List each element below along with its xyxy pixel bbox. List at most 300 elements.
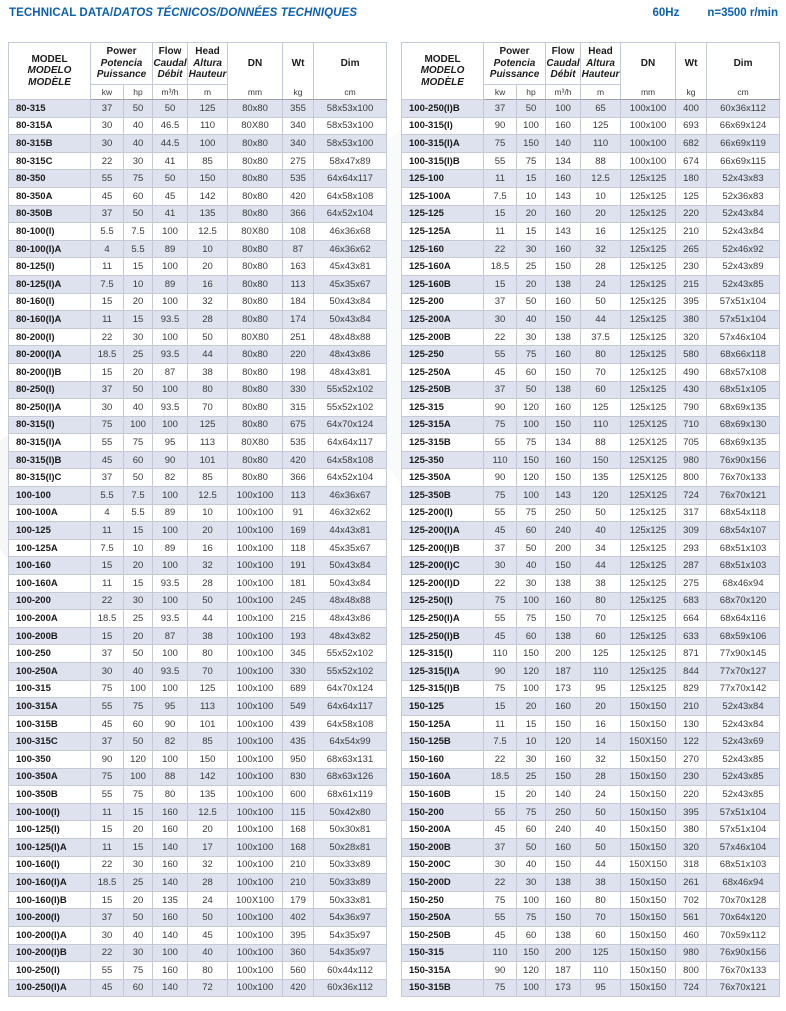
table-row xyxy=(9,240,387,258)
dim-cell: 46x36x68 xyxy=(314,223,387,241)
wt-cell: 549 xyxy=(283,698,314,716)
wt-cell: 340 xyxy=(283,135,314,153)
head-cell: 60 xyxy=(581,926,621,944)
head-cell: 125 xyxy=(581,399,621,417)
dn-cell: 80x80 xyxy=(228,469,283,487)
wt-cell: 215 xyxy=(676,275,707,293)
hp-cell: 40 xyxy=(124,663,153,681)
head-cell: 44 xyxy=(188,610,228,628)
hp-cell: 10 xyxy=(124,275,153,293)
hp-cell: 30 xyxy=(517,874,546,892)
dim-cell: 50x43x84 xyxy=(314,557,387,575)
model-cell: 125-315 xyxy=(402,399,484,417)
flow-cell: 80 xyxy=(153,786,188,804)
kw-cell: 11 xyxy=(91,803,124,821)
table-row xyxy=(402,451,780,469)
dn-cell: 100x100 xyxy=(228,821,283,839)
wt-cell: 871 xyxy=(676,645,707,663)
wt-cell: 113 xyxy=(283,487,314,505)
model-cell: 80-160(I) xyxy=(9,293,91,311)
kw-cell: 30 xyxy=(484,856,517,874)
dn-cell: 80x80 xyxy=(228,363,283,381)
wt-cell: 261 xyxy=(676,874,707,892)
hp-cell: 25 xyxy=(517,258,546,276)
head-cell: 125 xyxy=(581,645,621,663)
flow-cell: 160 xyxy=(546,592,581,610)
model-cell: 125-250A xyxy=(402,363,484,381)
dn-cell: 80x80 xyxy=(228,275,283,293)
kw-cell: 30 xyxy=(91,135,124,153)
model-column-header: MODEL MODELO MODÈLE xyxy=(402,43,484,100)
dn-cell: 100x100 xyxy=(228,522,283,540)
dn-cell: 125X125 xyxy=(621,487,676,505)
dn-cell: 100x100 xyxy=(228,944,283,962)
model-cell: 100-100A xyxy=(9,504,91,522)
head-cell: 44 xyxy=(581,856,621,874)
kw-cell: 90 xyxy=(484,399,517,417)
wt-cell: 800 xyxy=(676,962,707,980)
head-cell: 12.5 xyxy=(188,487,228,505)
flow-cell: 50 xyxy=(153,170,188,188)
wt-cell: 230 xyxy=(676,768,707,786)
wt-cell: 168 xyxy=(283,838,314,856)
dim-cell: 68x57x108 xyxy=(707,363,780,381)
hp-cell: 30 xyxy=(124,944,153,962)
kw-cell: 75 xyxy=(484,979,517,997)
hp-cell: 60 xyxy=(517,522,546,540)
wt-cell: 230 xyxy=(676,258,707,276)
head-cell: 28 xyxy=(581,768,621,786)
head-cell: 150 xyxy=(188,750,228,768)
flow-cell: 240 xyxy=(546,522,581,540)
model-cell: 150-125B xyxy=(402,733,484,751)
dim-cell: 45x35x67 xyxy=(314,275,387,293)
dim-cell: 55x52x102 xyxy=(314,663,387,681)
table-row xyxy=(9,363,387,381)
wt-cell: 683 xyxy=(676,592,707,610)
hp-cell: 10 xyxy=(517,733,546,751)
table-row xyxy=(9,803,387,821)
dim-cell: 58x53x100 xyxy=(314,135,387,153)
model-cell: 80-200(I) xyxy=(9,328,91,346)
dn-cell: 125x125 xyxy=(621,522,676,540)
head-cell: 80 xyxy=(188,962,228,980)
dn-cell: 100x100 xyxy=(228,803,283,821)
model-cell: 125-315(I)A xyxy=(402,663,484,681)
flow-cell: 140 xyxy=(153,874,188,892)
hp-cell: 50 xyxy=(517,100,546,118)
hp-cell: 120 xyxy=(517,399,546,417)
model-cell: 150-200B xyxy=(402,838,484,856)
head-cell: 70 xyxy=(581,610,621,628)
tables-area xyxy=(8,42,780,997)
dn-cell: 125x125 xyxy=(621,170,676,188)
model-cell: 125-200(I)A xyxy=(402,522,484,540)
flow-cell: 87 xyxy=(153,363,188,381)
dn-cell: 125X125 xyxy=(621,469,676,487)
head-cell: 40 xyxy=(581,821,621,839)
head-cell: 95 xyxy=(581,680,621,698)
model-cell: 80-200(I)B xyxy=(9,363,91,381)
flow-cell: 41 xyxy=(153,152,188,170)
wt-cell: 420 xyxy=(283,979,314,997)
dn-cell: 100x100 xyxy=(228,715,283,733)
kw-cell: 75 xyxy=(484,680,517,698)
flow-cell: 100 xyxy=(153,223,188,241)
operating-specs xyxy=(653,7,779,19)
kw-cell: 45 xyxy=(484,363,517,381)
dim-cell: 50x42x80 xyxy=(314,803,387,821)
head-cell: 142 xyxy=(188,768,228,786)
flow-cell: 200 xyxy=(546,944,581,962)
dim-cell: 68x51x103 xyxy=(707,557,780,575)
wt-cell: 115 xyxy=(283,803,314,821)
unit-wt: kg xyxy=(283,85,314,100)
flow-cell: 87 xyxy=(153,627,188,645)
page-title-translations: DATOS TÉCNICOS/DONNÉES TECHNIQUES xyxy=(113,7,358,19)
model-cell: 125-250 xyxy=(402,346,484,364)
kw-cell: 55 xyxy=(484,152,517,170)
model-cell: 80-315(I)A xyxy=(9,434,91,452)
hp-cell: 75 xyxy=(124,786,153,804)
dim-cell: 66x69x119 xyxy=(707,135,780,153)
wt-cell: 315 xyxy=(283,399,314,417)
head-cell: 85 xyxy=(188,152,228,170)
head-cell: 24 xyxy=(581,786,621,804)
table-row xyxy=(402,821,780,839)
head-cell: 135 xyxy=(188,786,228,804)
head-cell: 20 xyxy=(188,258,228,276)
dn-cell: 100x100 xyxy=(228,539,283,557)
dn-cell: 80x80 xyxy=(228,258,283,276)
dim-cell: 60x44x112 xyxy=(314,962,387,980)
table-row xyxy=(9,962,387,980)
flow-cell: 44.5 xyxy=(153,135,188,153)
model-cell: 150-250B xyxy=(402,926,484,944)
model-cell: 80-315(I)C xyxy=(9,469,91,487)
flow-cell: 134 xyxy=(546,152,581,170)
model-cell: 150-315B xyxy=(402,979,484,997)
kw-cell: 45 xyxy=(484,627,517,645)
power-column-header: Power Potencia Puissance xyxy=(484,43,546,85)
table-row xyxy=(9,750,387,768)
kw-cell: 7.5 xyxy=(91,539,124,557)
table-row xyxy=(9,592,387,610)
dim-cell: 64x64x117 xyxy=(314,698,387,716)
head-cell: 14 xyxy=(581,733,621,751)
flow-cell: 134 xyxy=(546,434,581,452)
flow-cell: 89 xyxy=(153,240,188,258)
table-row xyxy=(9,610,387,628)
table-row xyxy=(9,275,387,293)
dim-cell: 68x63x126 xyxy=(314,768,387,786)
dim-cell: 68x51x105 xyxy=(707,381,780,399)
flow-cell: 140 xyxy=(153,926,188,944)
dim-cell: 70x59x112 xyxy=(707,926,780,944)
flow-cell: 200 xyxy=(546,645,581,663)
model-cell: 100-100 xyxy=(9,487,91,505)
head-cell: 10 xyxy=(188,504,228,522)
model-cell: 80-100(I) xyxy=(9,223,91,241)
dn-cell: 150x150 xyxy=(621,962,676,980)
table-body xyxy=(402,100,780,997)
kw-cell: 45 xyxy=(91,715,124,733)
model-cell: 125-200(I)B xyxy=(402,539,484,557)
model-cell: 125-100 xyxy=(402,170,484,188)
head-cell: 80 xyxy=(188,645,228,663)
head-cell: 50 xyxy=(581,803,621,821)
dim-cell: 58x47x89 xyxy=(314,152,387,170)
hp-cell: 50 xyxy=(124,733,153,751)
model-cell: 150-250 xyxy=(402,891,484,909)
head-cell: 150 xyxy=(188,170,228,188)
model-cell: 100-250(I) xyxy=(9,962,91,980)
wt-cell: 844 xyxy=(676,663,707,681)
dim-cell: 54x35x97 xyxy=(314,926,387,944)
wt-cell: 664 xyxy=(676,610,707,628)
table-row xyxy=(402,680,780,698)
hp-cell: 60 xyxy=(517,627,546,645)
dn-cell: 150x150 xyxy=(621,874,676,892)
dn-column-header: DN xyxy=(228,43,283,85)
model-cell: 150-125 xyxy=(402,698,484,716)
dn-cell: 150X150 xyxy=(621,733,676,751)
dim-cell: 52x43x84 xyxy=(707,205,780,223)
hp-cell: 40 xyxy=(124,117,153,135)
model-cell: 80-350 xyxy=(9,170,91,188)
model-cell: 80-315A xyxy=(9,117,91,135)
table-row xyxy=(402,575,780,593)
table-row xyxy=(9,874,387,892)
model-cell: 125-160B xyxy=(402,275,484,293)
dn-cell: 100x100 xyxy=(228,786,283,804)
model-cell: 100-250(I)A xyxy=(9,979,91,997)
dim-cell: 68x69x130 xyxy=(707,416,780,434)
kw-cell: 11 xyxy=(91,575,124,593)
dn-cell: 80x80 xyxy=(228,293,283,311)
flow-cell: 150 xyxy=(546,715,581,733)
head-cell: 50 xyxy=(188,592,228,610)
dn-cell: 80x80 xyxy=(228,240,283,258)
hp-cell: 75 xyxy=(124,698,153,716)
table-row xyxy=(9,663,387,681)
dn-cell: 100x100 xyxy=(228,768,283,786)
head-cell: 44 xyxy=(188,346,228,364)
kw-cell: 15 xyxy=(91,821,124,839)
dn-cell: 125x125 xyxy=(621,592,676,610)
flow-cell: 160 xyxy=(546,451,581,469)
flow-cell: 100 xyxy=(153,258,188,276)
hp-cell: 60 xyxy=(124,979,153,997)
model-cell: 150-125A xyxy=(402,715,484,733)
hp-cell: 40 xyxy=(517,557,546,575)
flow-cell: 89 xyxy=(153,539,188,557)
dim-cell: 50x30x81 xyxy=(314,821,387,839)
wt-cell: 275 xyxy=(283,152,314,170)
dn-cell: 80x80 xyxy=(228,170,283,188)
flow-cell: 150 xyxy=(546,768,581,786)
head-cell: 28 xyxy=(581,258,621,276)
model-cell: 125-350 xyxy=(402,451,484,469)
dn-cell: 150x150 xyxy=(621,786,676,804)
hp-cell: 150 xyxy=(517,135,546,153)
hp-cell: 20 xyxy=(124,293,153,311)
hp-cell: 150 xyxy=(517,645,546,663)
head-cell: 120 xyxy=(581,487,621,505)
table-row xyxy=(402,311,780,329)
dim-cell: 52x43x85 xyxy=(707,275,780,293)
wt-cell: 705 xyxy=(676,434,707,452)
model-cell: 80-315C xyxy=(9,152,91,170)
dim-cell: 48x43x86 xyxy=(314,610,387,628)
kw-cell: 4 xyxy=(91,504,124,522)
wt-cell: 395 xyxy=(676,293,707,311)
flow-cell: 93.5 xyxy=(153,311,188,329)
hp-cell: 50 xyxy=(124,381,153,399)
head-cell: 20 xyxy=(188,821,228,839)
dn-cell: 150x150 xyxy=(621,979,676,997)
dim-cell: 77x70x127 xyxy=(707,663,780,681)
hp-cell: 75 xyxy=(517,909,546,927)
hp-cell: 10 xyxy=(124,539,153,557)
wt-cell: 113 xyxy=(283,275,314,293)
flow-cell: 100 xyxy=(153,328,188,346)
model-cell: 100-250 xyxy=(9,645,91,663)
kw-cell: 55 xyxy=(91,170,124,188)
dim-cell: 48x43x81 xyxy=(314,363,387,381)
model-cell: 80-315(I)B xyxy=(9,451,91,469)
wt-cell: 460 xyxy=(676,926,707,944)
dn-cell: 150x150 xyxy=(621,838,676,856)
kw-cell: 7.5 xyxy=(484,187,517,205)
kw-cell: 55 xyxy=(484,346,517,364)
dn-cell: 125x125 xyxy=(621,663,676,681)
model-cell: 100-200(I) xyxy=(9,909,91,927)
table-header xyxy=(402,43,780,100)
kw-cell: 11 xyxy=(91,258,124,276)
dn-cell: 80x80 xyxy=(228,135,283,153)
table-header xyxy=(9,43,387,100)
hp-cell: 50 xyxy=(124,909,153,927)
head-cell: 110 xyxy=(581,663,621,681)
wt-cell: 287 xyxy=(676,557,707,575)
flow-cell: 95 xyxy=(153,698,188,716)
dim-cell: 52x36x83 xyxy=(707,187,780,205)
model-cell: 150-315A xyxy=(402,962,484,980)
head-cell: 20 xyxy=(188,522,228,540)
dim-cell: 57x46x104 xyxy=(707,328,780,346)
dim-cell: 64x64x117 xyxy=(314,170,387,188)
table-row xyxy=(9,135,387,153)
kw-cell: 4 xyxy=(91,240,124,258)
flow-cell: 138 xyxy=(546,275,581,293)
hp-cell: 5.5 xyxy=(124,504,153,522)
flow-cell: 93.5 xyxy=(153,399,188,417)
head-cell: 44 xyxy=(581,557,621,575)
flow-cell: 138 xyxy=(546,874,581,892)
kw-cell: 75 xyxy=(484,592,517,610)
hp-cell: 100 xyxy=(517,979,546,997)
dn-cell: 100x100 xyxy=(228,926,283,944)
head-cell: 50 xyxy=(581,838,621,856)
dn-cell: 150x150 xyxy=(621,715,676,733)
kw-cell: 18.5 xyxy=(91,610,124,628)
head-cell: 95 xyxy=(581,979,621,997)
head-cell: 32 xyxy=(581,240,621,258)
dn-cell: 100x100 xyxy=(228,874,283,892)
model-cell: 100-315(I)B xyxy=(402,152,484,170)
kw-cell: 15 xyxy=(484,275,517,293)
wt-cell: 91 xyxy=(283,504,314,522)
dim-cell: 55x52x102 xyxy=(314,399,387,417)
table-row xyxy=(9,170,387,188)
hp-cell: 30 xyxy=(517,750,546,768)
hp-cell: 25 xyxy=(124,874,153,892)
dim-cell: 50x33x89 xyxy=(314,856,387,874)
head-cell: 38 xyxy=(581,575,621,593)
table-row xyxy=(9,821,387,839)
wt-cell: 220 xyxy=(676,786,707,804)
dim-cell: 52x43x69 xyxy=(707,733,780,751)
dim-cell: 52x43x85 xyxy=(707,750,780,768)
kw-cell: 90 xyxy=(484,663,517,681)
hp-cell: 30 xyxy=(124,856,153,874)
dim-cell: 48x43x82 xyxy=(314,627,387,645)
dn-cell: 125X125 xyxy=(621,434,676,452)
kw-cell: 37 xyxy=(91,469,124,487)
dn-cell: 150x150 xyxy=(621,803,676,821)
table-row xyxy=(402,187,780,205)
hp-cell: 15 xyxy=(124,258,153,276)
hp-cell: 20 xyxy=(517,698,546,716)
flow-cell: 100 xyxy=(153,381,188,399)
dn-cell: 125x125 xyxy=(621,680,676,698)
dn-cell: 100x100 xyxy=(228,557,283,575)
kw-cell: 45 xyxy=(91,451,124,469)
model-cell: 100-125(I) xyxy=(9,821,91,839)
table-row xyxy=(402,645,780,663)
dim-cell: 52x43x84 xyxy=(707,698,780,716)
model-cell: 100-100(I) xyxy=(9,803,91,821)
head-cell: 110 xyxy=(581,135,621,153)
table-row xyxy=(9,891,387,909)
model-cell: 100-160 xyxy=(9,557,91,575)
kw-cell: 15 xyxy=(91,293,124,311)
dim-cell: 64x52x104 xyxy=(314,205,387,223)
wt-column-header: Wt xyxy=(283,43,314,85)
table-row xyxy=(9,645,387,663)
dim-cell: 76x90x156 xyxy=(707,451,780,469)
model-cell: 80-315(I) xyxy=(9,416,91,434)
flow-cell: 95 xyxy=(153,434,188,452)
kw-cell: 37 xyxy=(484,293,517,311)
table-row xyxy=(9,539,387,557)
dim-cell: 70x64x120 xyxy=(707,909,780,927)
kw-cell: 11 xyxy=(484,223,517,241)
kw-cell: 11 xyxy=(91,838,124,856)
dim-cell: 68x46x94 xyxy=(707,575,780,593)
head-cell: 17 xyxy=(188,838,228,856)
dn-cell: 100x100 xyxy=(228,680,283,698)
hp-cell: 15 xyxy=(517,223,546,241)
model-cell: 100-350 xyxy=(9,750,91,768)
flow-cell: 150 xyxy=(546,469,581,487)
dim-cell: 52x46x92 xyxy=(707,240,780,258)
flow-cell: 140 xyxy=(153,979,188,997)
model-cell: 100-350A xyxy=(9,768,91,786)
flow-cell: 41 xyxy=(153,205,188,223)
wt-cell: 490 xyxy=(676,363,707,381)
